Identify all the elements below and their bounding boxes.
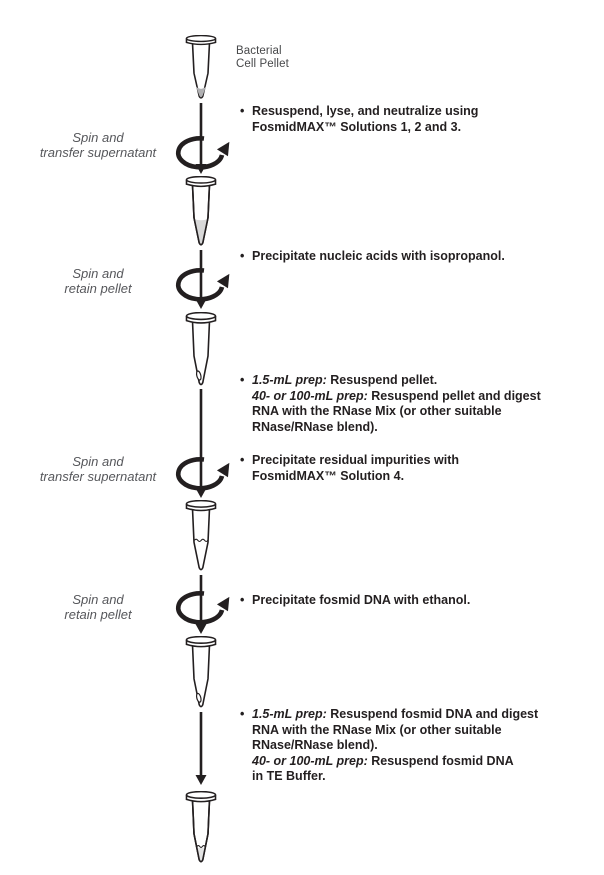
- step-note-ethanol: [240, 593, 470, 609]
- step-note-text: Precipitate fosmid DNA with ethanol.: [252, 593, 471, 607]
- bullet-icon: •: [240, 593, 245, 607]
- side-label-line: Spin and: [72, 592, 124, 607]
- step-note-text: Resuspend fosmid DNA: [371, 753, 514, 768]
- step-note-text: RNA with the RNase Mix (or other suitable: [252, 404, 502, 419]
- flow-arrow-icon: [169, 712, 233, 786]
- side-label-line: Spin and: [72, 130, 124, 145]
- step-note-text: 40- or 100-mL prep:: [252, 388, 372, 403]
- side-label-line: retain pellet: [64, 607, 132, 622]
- start-material-label: [236, 45, 289, 71]
- step-note-isopropanol: [240, 249, 505, 265]
- start-material-line1: Bacterial: [236, 45, 282, 57]
- tube-bacterial-cell-pellet: [185, 35, 217, 101]
- bullet-icon: •: [240, 453, 245, 467]
- tube-cleared-supernatant: [185, 500, 217, 573]
- side-label-line: Spin and: [72, 266, 124, 281]
- step-note-text: RNase/RNase blend).: [252, 738, 378, 753]
- step-note-text: Resuspend fosmid DNA and digest: [330, 707, 539, 721]
- step-note-text: RNA with the RNase Mix (or other suitable: [252, 722, 502, 737]
- side-label-spin-retain-1: [12, 266, 184, 296]
- step-note-text: Precipitate residual impurities with: [252, 453, 460, 467]
- step-note-text: 40- or 100-mL prep:: [252, 753, 372, 768]
- step-note-text: RNase/RNase blend).: [252, 419, 378, 434]
- start-material-line2: Cell Pellet: [236, 58, 289, 70]
- side-label-line: Spin and: [72, 454, 124, 469]
- side-label-spin-transfer-1: [12, 130, 184, 160]
- bullet-icon: •: [240, 104, 245, 118]
- step-note-final-resuspend: [240, 707, 538, 785]
- step-note-solution4: [240, 453, 459, 484]
- step-note-text: Resuspend pellet.: [330, 373, 438, 387]
- bullet-icon: •: [240, 373, 245, 387]
- side-label-line: transfer supernatant: [39, 469, 157, 484]
- bullet-icon: •: [240, 707, 245, 721]
- tube-fosmid-dna-pellet: [185, 636, 217, 710]
- step-note-text: Precipitate nucleic acids with isopropanol.: [252, 249, 505, 263]
- step-note-text: Resuspend, lyse, and neutralize using: [252, 104, 479, 118]
- tube-lysate-supernatant: [185, 176, 217, 248]
- step-note-text: in TE Buffer.: [252, 769, 326, 784]
- side-label-spin-retain-2: [12, 592, 184, 622]
- step-note-text: 1.5-mL prep:: [252, 707, 331, 721]
- step-note-resuspend-pellet: [240, 373, 541, 435]
- side-label-line: retain pellet: [64, 281, 132, 296]
- side-label-spin-transfer-2: [12, 454, 184, 484]
- side-label-line: transfer supernatant: [39, 145, 157, 160]
- bullet-icon: •: [240, 249, 245, 263]
- step-note-lyse-neutralize: [240, 104, 478, 135]
- tube-final-fosmid-dna: [185, 791, 217, 865]
- step-note-text: FosmidMAX™ Solutions 1, 2 and 3.: [252, 119, 462, 134]
- step-note-text: FosmidMAX™ Solution 4.: [252, 468, 405, 483]
- flow-arrow-icon: [196, 624, 207, 634]
- step-note-text: 1.5-mL prep:: [252, 373, 331, 387]
- step-note-text: Resuspend pellet and digest: [371, 388, 541, 403]
- tube-nucleic-acid-pellet: [185, 312, 217, 388]
